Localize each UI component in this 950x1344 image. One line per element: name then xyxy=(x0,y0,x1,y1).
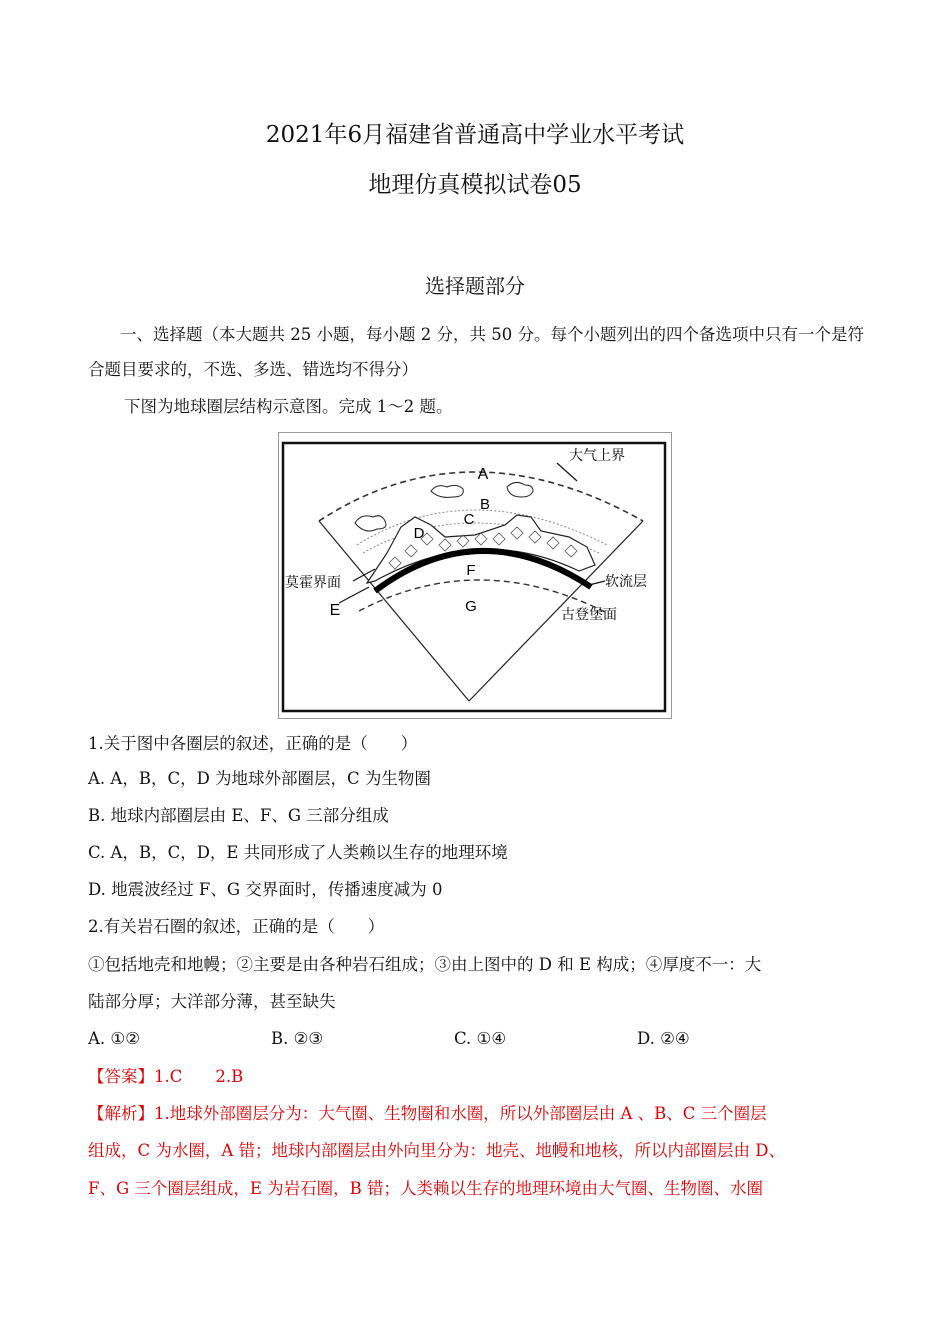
label-atmosphere-top: 大气上界 xyxy=(569,447,625,463)
q2-option-d: D. ②④ xyxy=(637,1029,690,1048)
label-g: G xyxy=(465,598,477,615)
atmosphere-pointer xyxy=(557,463,577,481)
q1-option-b: B. 地球内部圈层由 E、F、G 三部分组成 xyxy=(88,806,389,825)
q2-option-a: A. ①② xyxy=(88,1029,140,1048)
q2-body-line2: 陆部分厚；大洋部分薄，甚至缺失 xyxy=(88,992,336,1011)
label-moho: 莫霍界面 xyxy=(285,574,341,590)
label-e: E xyxy=(329,602,341,619)
asthenosphere-pointer xyxy=(589,581,605,585)
q2-option-c: C. ①④ xyxy=(454,1029,507,1048)
instructions-line1: 一、选择题（本大题共 25 小题，每小题 2 分，共 50 分。每个小题列出的四个备选项中只有一个是符 xyxy=(120,325,864,344)
q2-option-b: B. ②③ xyxy=(271,1029,324,1048)
section-title: 选择题部分 xyxy=(425,274,525,298)
answer-line: 【答案】1.C 2.B xyxy=(88,1067,244,1086)
label-a: A xyxy=(477,466,489,483)
q1-option-d: D. 地震波经过 F、G 交界面时，传播速度减为 0 xyxy=(88,880,443,899)
page-title: 2021年6月福建省普通高中学业水平考试 xyxy=(265,122,685,148)
q1-option-a: A. A，B，C，D 为地球外部圈层，C 为生物圈 xyxy=(88,769,431,788)
q2-body-line1: ①包括地壳和地幔；②主要是由各种岩石组成；③由上图中的 D 和 E 构成；④厚度不一：大 xyxy=(88,955,762,974)
label-asthenosphere: 软流层 xyxy=(605,573,647,589)
label-b: B xyxy=(479,496,491,513)
cloud-middle xyxy=(431,485,463,497)
page-subtitle: 地理仿真模拟试卷05 xyxy=(368,172,582,198)
label-c: C xyxy=(463,511,475,528)
analysis-line1: 【解析】1.地球外部圈层分为：大气圈、生物圈和水圈，所以外部圈层由 A 、B、C 三个圈层 xyxy=(88,1104,767,1123)
earth-layers-figure xyxy=(278,432,672,719)
analysis-line2: 组成，C 为水圈，A 错；地球内部圈层由外向里分为：地壳、地幔和地核，所以内部圈层由 D、 xyxy=(88,1141,786,1160)
q1-option-c: C. A，B，C，D，E 共同形成了人类赖以生存的地理环境 xyxy=(88,843,508,862)
earth-layers-diagram xyxy=(279,433,671,718)
analysis-line3: F、G 三个圈层组成，E 为岩石圈，B 错；人类赖以生存的地理环境由大气圈、生物圈、水圈 xyxy=(88,1179,764,1198)
e-pointer xyxy=(339,587,369,603)
label-d: D xyxy=(413,525,425,542)
q2-stem: 2.有关岩石圈的叙述，正确的是（ ） xyxy=(88,917,385,936)
label-f: F xyxy=(466,562,476,579)
intro-text: 下图为地球圈层结构示意图。完成 1～2 题。 xyxy=(124,397,453,416)
q1-stem: 1.关于图中各圈层的叙述，正确的是（ ） xyxy=(88,734,418,753)
cloud-right xyxy=(507,482,533,497)
instructions-line2: 合题目要求的，不选、多选、错选均不得分） xyxy=(88,360,418,379)
cloud-left xyxy=(355,516,386,531)
label-gutenberg: 古登堡面 xyxy=(561,606,617,622)
